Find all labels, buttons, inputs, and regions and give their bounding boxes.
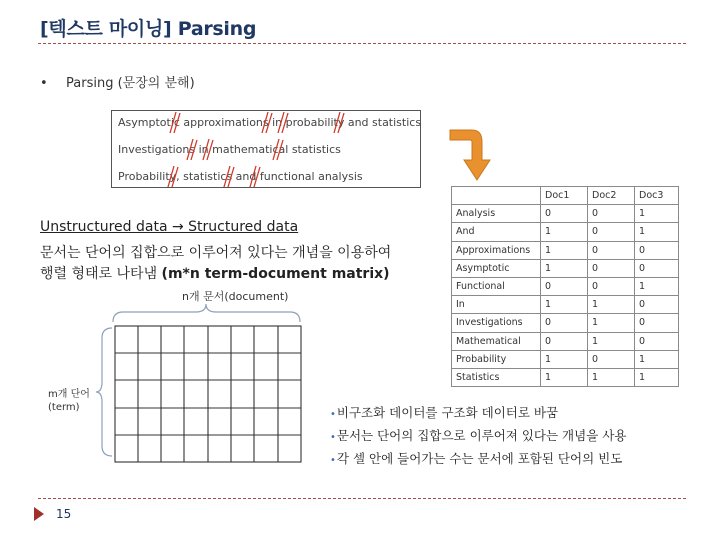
tdm-row [452,277,679,295]
note-text: 각 셀 안에 들어가는 수는 문서에 포함된 단어의 빈도 [336,451,623,466]
unstructured-to-structured: Unstructured data → Structured data [40,219,299,235]
tdm-count-cell: 0 [588,350,635,368]
tdm-count-cell: 0 [541,277,588,295]
note-bullet: • [330,455,336,466]
tdm-count-cell: 1 [588,296,635,314]
curved-down-arrow-icon [444,126,494,184]
note-item [330,448,626,471]
tdm-row [452,368,679,386]
tdm-doc-header: Doc3 [635,187,679,205]
documents-label: n개 문서(document) [182,290,289,303]
tdm-term-cell: In [452,296,541,314]
tdm-row [452,350,679,368]
tdm-count-cell: 1 [541,368,588,386]
tdm-count-cell: 1 [541,259,588,277]
page-marker-icon [34,507,44,521]
bottom-divider [38,498,686,499]
concept-line-2-prefix: 행렬 형태로 나타냄 [40,266,162,282]
tdm-term-cell: Mathematical [452,332,541,350]
tdm-count-cell: 1 [635,223,679,241]
tdm-count-cell: 1 [541,241,588,259]
tdm-term-cell: Statistics [452,368,541,386]
tdm-count-cell: 0 [635,259,679,277]
note-item [330,425,626,448]
tdm-count-cell: 0 [635,314,679,332]
tdm-term-cell: Functional [452,277,541,295]
tdm-count-cell: 0 [635,332,679,350]
tdm-doc-header: Doc2 [588,187,635,205]
tdm-count-cell: 1 [541,296,588,314]
tdm-term-cell: Probability [452,350,541,368]
side-brace [96,328,112,456]
tdm-term-cell: And [452,223,541,241]
note-item [330,402,626,425]
tdm-doc-header: Doc1 [541,187,588,205]
tdm-count-cell: 1 [541,223,588,241]
tdm-header-row [452,187,679,205]
summary-notes [330,402,626,471]
tdm-row [452,332,679,350]
parsing-bullet-text: Parsing (문장의 분해) [66,76,195,91]
tdm-count-cell: 1 [635,205,679,223]
note-bullet: • [330,432,336,443]
tdm-count-cell: 0 [588,241,635,259]
tdm-row [452,314,679,332]
tdm-count-cell: 1 [541,350,588,368]
matrix-diagram [0,0,320,470]
top-brace [113,304,300,322]
tdm-row [452,205,679,223]
matrix-grid [115,326,301,462]
tdm-count-cell: 0 [541,205,588,223]
tdm-count-cell: 1 [635,368,679,386]
tdm-term-cell: Analysis [452,205,541,223]
terms-label-line2: (term) [48,402,80,413]
tdm-count-cell: 1 [635,350,679,368]
terms-label-line1: m개 단어 [48,389,90,400]
tdm-count-cell: 0 [635,296,679,314]
note-bullet: • [330,409,336,420]
matrix-term: (m*n term-document matrix) [161,266,390,282]
phrase-1: Asymptotic approximations in probability and statistics [118,116,422,129]
bullet-symbol: • [40,76,48,91]
tdm-count-cell: 0 [541,332,588,350]
tdm-count-cell: 1 [588,332,635,350]
tdm-count-cell: 1 [588,368,635,386]
tdm-row [452,241,679,259]
tdm-count-cell: 0 [635,241,679,259]
tdm-term-cell: Investigations [452,314,541,332]
phrase-2: Investigations in mathematical statistics [118,143,341,156]
tdm-row [452,223,679,241]
tdm-count-cell: 0 [588,223,635,241]
term-document-matrix [451,186,679,387]
tdm-count-cell: 0 [588,205,635,223]
tdm-corner-cell [452,187,541,205]
tdm-row [452,296,679,314]
tdm-count-cell: 1 [588,314,635,332]
page-title: [텍스트 마이닝] Parsing [40,18,257,40]
tdm-count-cell: 1 [635,277,679,295]
concept-line-1: 문서는 단어의 집합으로 이루어져 있다는 개념을 이용하여 [40,245,392,261]
tdm-term-cell: Approximations [452,241,541,259]
page-number: 15 [56,507,72,521]
phrase-3: Probability, statistics and functional analysis [118,170,363,183]
tdm-count-cell: 0 [588,277,635,295]
tdm-count-cell: 0 [541,314,588,332]
tdm-term-cell: Asymptotic [452,259,541,277]
tdm-row [452,259,679,277]
note-text: 문서는 단어의 집합으로 이루어져 있다는 개념을 사용 [336,428,627,443]
note-text: 비구조화 데이터를 구조화 데이터로 바꿈 [336,405,559,420]
tdm-count-cell: 0 [588,259,635,277]
